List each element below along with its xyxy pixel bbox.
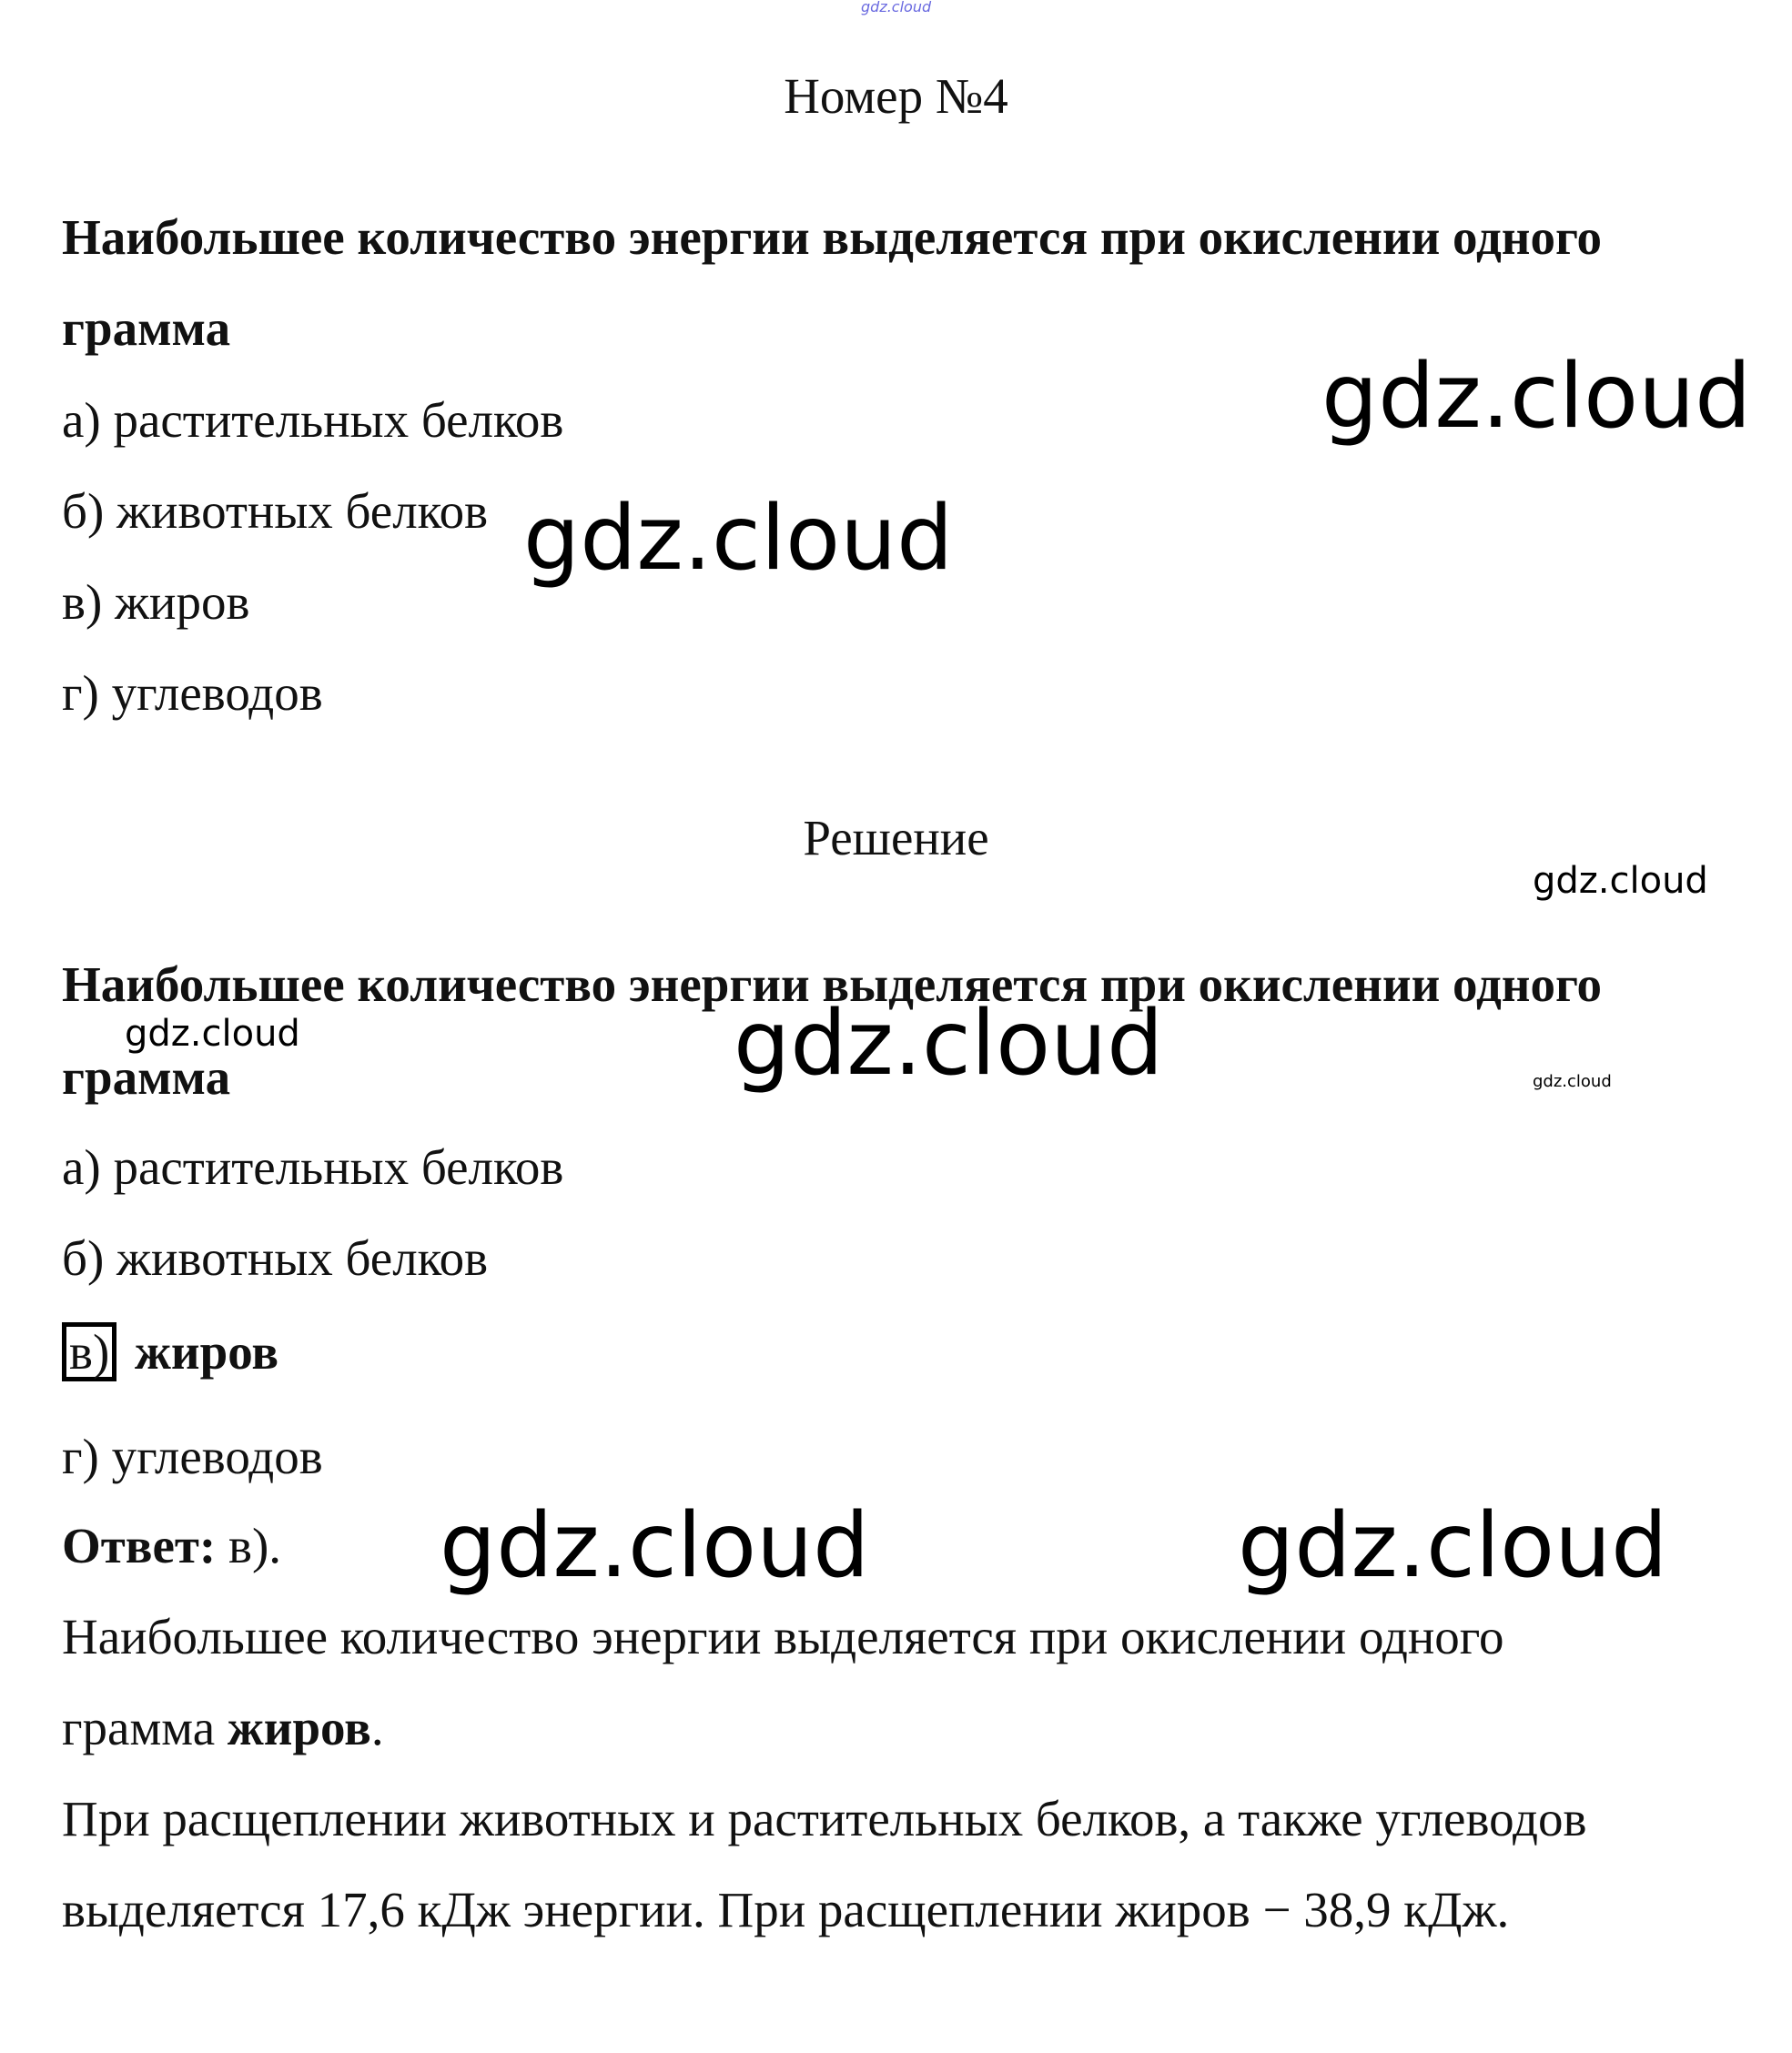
solution-option-a: а) растительных белков (62, 1139, 564, 1195)
explanation-2-line1: При расщеплении животных и растительных белков, а также углеводов (62, 1791, 1587, 1846)
watermark: gdz.cloud (1238, 1494, 1668, 1598)
watermark: gdz.cloud (440, 1494, 870, 1598)
question-option-c: в) жиров (62, 574, 250, 630)
selected-option-box: в) (62, 1322, 116, 1381)
explanation-1-end: . (370, 1700, 384, 1755)
watermark: gdz.cloud (125, 1013, 300, 1055)
selected-option-text: жиров (135, 1324, 279, 1380)
explanation-1-line1: Наибольшее количество энергии выделяется при окислении одного (62, 1609, 1504, 1664)
explanation-1-text: грамма (62, 1700, 216, 1755)
answer-label: Ответ: (62, 1518, 217, 1573)
watermark: gdz.cloud (1533, 1072, 1612, 1091)
question-option-b: б) животных белков (62, 483, 489, 539)
solution-text-line1: Наибольшее количество энергии выделяется при окислении одного (62, 956, 1603, 1012)
solution-option-c (62, 1322, 278, 1381)
answer-line (62, 1518, 282, 1573)
question-option-d: г) углеводов (62, 665, 323, 721)
question-option-a: а) растительных белков (62, 392, 564, 448)
solution-text-line2: грамма (62, 1049, 231, 1105)
explanation-1-bold: жиров (227, 1700, 371, 1755)
question-text-line2: грамма (62, 300, 231, 356)
watermark: gdz.cloud (1321, 345, 1752, 449)
explanation-2-line2: выделяется 17,6 кДж энергии. При расщеплении жиров − 38,9 кДж. (62, 1882, 1510, 1937)
solution-heading: Решение (803, 810, 989, 865)
watermark: gdz.cloud (734, 992, 1164, 1096)
solution-option-d: г) углеводов (62, 1429, 323, 1484)
solution-option-b: б) животных белков (62, 1230, 489, 1286)
watermark: gdz.cloud (523, 487, 954, 591)
page-title: Номер №4 (784, 68, 1008, 124)
top-watermark: gdz.cloud (861, 0, 932, 15)
explanation-1-line2 (62, 1700, 384, 1755)
question-text-line1: Наибольшее количество энергии выделяется при окислении одного (62, 209, 1603, 265)
answer-value: в). (228, 1518, 282, 1573)
watermark: gdz.cloud (1533, 860, 1708, 902)
